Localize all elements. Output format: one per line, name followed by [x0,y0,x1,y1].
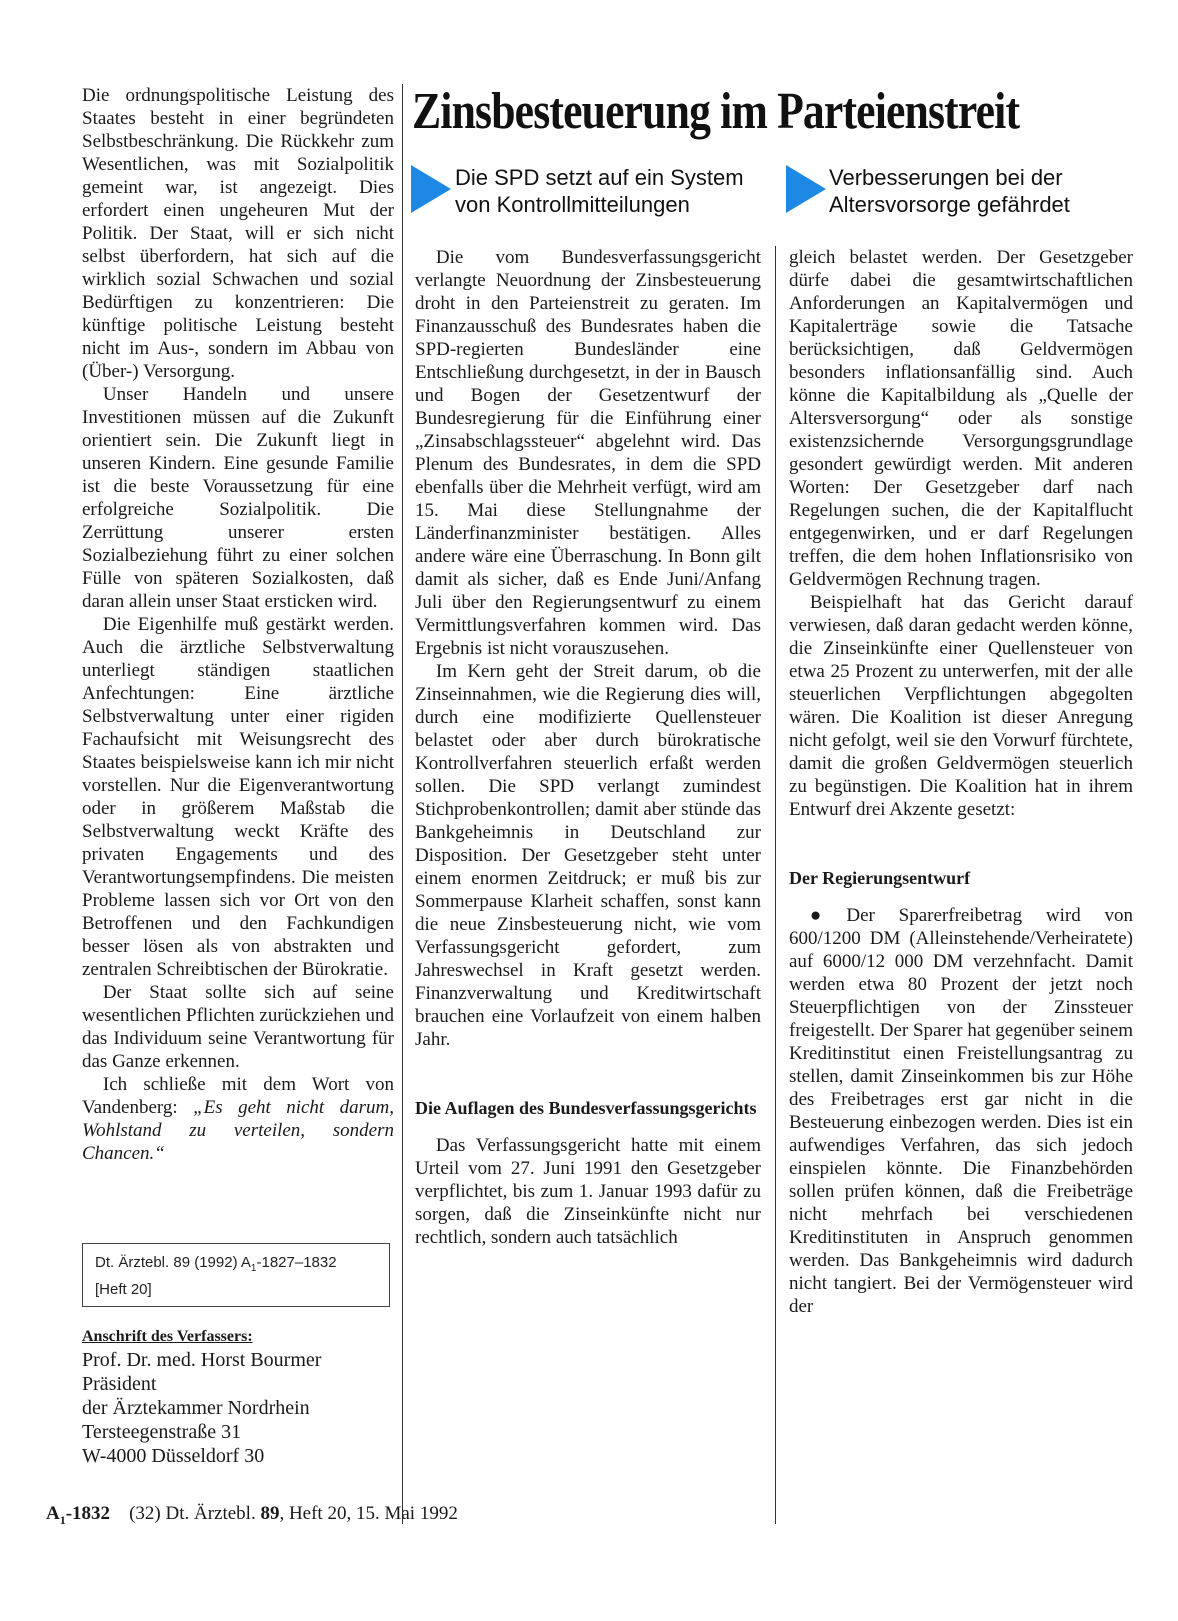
paragraph: Die vom Bundesverfassungsgericht verlangte Neuordnung der Zinsbesteuerung droht in den Parteienstreit zu geraten. Im Finanzausschuß des Bundesrates haben die SPD-regierten Bundesländer eine Entschließung durchgesetzt, in der in Bausch und Bogen der Gesetzentwurf der Bundesregierung für die Einführung einer „Zinsabschlagssteuer“ abgelehnt wird. Das Plenum des Bundesrates, in dem die SPD ebenfalls über die Mehrheit verfügt, wird am 15. Mai diese Stellungnahme der Länderfinanzminister bestätigen. Alles andere wäre eine Überraschung. In Bonn gilt damit als sicher, daß es Ende Juni/Anfang Juli über den Regierungsentwurf zu einem Vermittlungsverfahren kommen wird. Das Ergebnis ist nicht vorauszusehen. [415,247,761,659]
paragraph: Das Verfassungsgericht hatte mit einem Urteil vom 27. Juni 1991 den Gesetzgeber verpflichtet, bis zum 1. Januar 1993 dafür zu sorgen, daß die Zinseinkünfte nicht nur rechtlich, sondern auch tatsächlich [415,1135,761,1248]
page-number: $A_1-1832$ [46,1503,111,1527]
paragraph: Unser Handeln und unsere Investitionen müssen auf die Zukunft orientiert sein. Die Zukunft liegt in unseren Kindern. Eine gesunde Familie ist die beste Voraussetzung für eine erfolgreiche Sozialpolitik. Die Zerrüttung unserer ersten Sozialbeziehung führt zu einer solchen Fülle von späteren Sozialkosten, daß daran allein unser Staat ersticken wird. [82,384,394,612]
section-title: Die Auflagen des Bundesverfassungsgerichts [415,1098,757,1118]
paragraph: Im Kern geht der Streit darum, ob die Zinseinnahmen, wie die Regierung dies will, durch eine modifizierte Quellensteuer belastet oder aber durch bürokratische Kontrollverfahren steuerlich erfaßt werden sollen. Die SPD verlangt zumindest Stichprobenkontrollen; damit aber stünde das Bankgeheimnis in Deutschland zur Disposition. Der Gesetzgeber steht unter einem enormen Zeitdruck; er muß bis zur Sommerpause Klarheit schaffen, sonst kann die neue Zinsbesteuerung nicht, wie vom Verfassungsgericht gefordert, zum Jahreswechsel in Kraft gesetzt werden. Finanzverwaltung und Kreditwirtschaft brauchen eine Vorlaufzeit von einem halben Jahr. [415,661,761,1050]
closing-paragraph [82,1073,394,1165]
author-line: Präsident [82,1373,157,1395]
paragraph: gleich belastet werden. Der Gesetzgeber dürfe dabei die gesamtwirtschaftlichen Anforderungen an Kapitalvermögen und Kapitalerträge sowie die Tatsache berücksichtigen, daß Geldvermögen besonders inflationsanfällig sind. Auch könne die Kapitalbildung als „Quelle der Altersversorgung“ oder als sonstige existenzsichernde Versorgungsgrundlage gesondert gewürdigt werden. Mit anderen Worten: Der Gesetzgeber darf nach Regelungen suchen, die der Kapitalflucht entgegenwirken, und er darf Regelungen treffen, die dem hohen Inflationsrisiko von Geldvermögen Rechnung tragen. [789,247,1133,590]
right-column [789,246,1133,1318]
author-line: Tersteegenstraße 31 [82,1421,242,1443]
closing-intro: Ich schließe mit dem Wort von Vandenberg: [82,1074,394,1118]
bullet-paragraph: ● Der Sparerfreibetrag wird von 600/1200 DM (Alleinstehende/Verheiratete) auf 6000/12 000 DM verzehnfacht. Damit werden etwa 80 Prozent der jetzt noch Steuerpflichtigen von der Zinssteuer freigestellt. Der Sparer hat gegenüber seinem Kreditinstitut einen Freistellungsantrag zu stellen, damit Zinseinkommen bis zur Höhe des Freibetrages erst gar nicht in die Besteuerung einbezogen werden. Dies ist ein aufwendiges Verfahren, das sich jedoch einspielen könnte. Die Finanzbehörden sollen prüfen können, daß die Freibeträge nicht mehrfach bei verschiedenen Kreditinstituten in Anspruch genommen werden. Das Bankgeheimnis wird dadurch nicht tangiert. Bei der Vermögensteuer wird der [789,904,1133,1318]
subheadline-2: Verbesserungen bei der Altersvorsorge gefährdet [829,165,1070,217]
blue-triangle-icon [786,165,826,213]
section-title: Der Regierungsentwurf [789,868,971,888]
paragraph: Beispielhaft hat das Gericht darauf verwiesen, daß daran gedacht werden könne, die Zinseinkünfte einer Quellensteuer von etwa 25 Prozent zu unterwerfen, mit der alle steuerlichen Verpflichtungen abgegolten wären. Die Koalition ist dieser Anregung nicht gefolgt, weil sie den Vorwurf fürchtete, damit die großen Geldvermögen steuerlich zu begünstigen. Die Koalition hat in ihrem Entwurf drei Akzente gesetzt: [789,592,1133,820]
paragraph: Die Eigenhilfe muß gestärkt werden. Auch die ärztliche Selbstverwaltung unterliegt ständigen staatlichen Anfechtungen: Eine ärztliche Selbstverwaltung unter einer rigiden Fachaufsicht mit Weisungsrecht des Staates beispielsweise kann ich mir nicht vorstellen. Nur die Eigenverantwortung oder in größerem Maßstab die Selbstverwaltung weckt Kräfte des privaten Engagements und des Verantwortungsempfindens. Die meisten Probleme lassen sich vor Ort von den Betroffenen und den Fachkundigen besser lösen als von abstrakten und zentralen Schreibtischen der Bürokratie. [82,614,394,980]
article-headline: Zinsbesteuerung im Parteienstreit [412,83,1020,140]
citation-box [82,1243,390,1307]
author-line: Prof. Dr. med. Horst Bourmer [82,1349,322,1371]
column-divider [775,246,776,1524]
left-column [82,84,394,1165]
closing-quote: „Es geht nicht darum, Wohlstand zu verteilen, sondern Chancen.“ [82,1097,394,1164]
subheadline-1: Die SPD setzt auf ein System von Kontrollmitteilungen [455,165,744,217]
author-line: W-4000 Düsseldorf 30 [82,1445,265,1467]
author-heading: Anschrift des Verfassers: [82,1328,253,1345]
author-line: der Ärztekammer Nordrhein [82,1397,310,1419]
paragraph: Die ordnungspolitische Leistung des Staates besteht in einer begründeten Selbstbeschränkung. Die Rückkehr zum Wesentlichen, was mit Sozialpolitik gemeint war, ist angezeigt. Dies erfordert einen ungeheuren Mut der Politik. Der Staat, will er sich nicht selbst überfordern, hat sich auf die wirklich sozial Schwachen und sozial Bedürftigen zu konzentrieren: Die künftige politische Leistung besteht nicht im Aus-, sondern im Abbau von (Über-) Versorgung. [82,85,394,382]
page-footer [46,1503,458,1528]
middle-column [415,246,761,1249]
column-divider [402,84,403,1524]
citation-line-2: [Heft 20] [95,1281,152,1298]
citation-line-1: Dt. Ärztebl. 89 (1992) $A_1-1827-1832$ [95,1254,337,1274]
footer-citation: (32) Dt. Ärztebl. 89, Heft 20, 15. Mai 1992 [129,1503,458,1524]
author-address [82,1328,394,1468]
paragraph: Der Staat sollte sich auf seine wesentlichen Pflichten zurückziehen und das Individuum seine Verantwortung für das Ganze erkennen. [82,982,394,1072]
blue-triangle-icon [411,165,451,213]
